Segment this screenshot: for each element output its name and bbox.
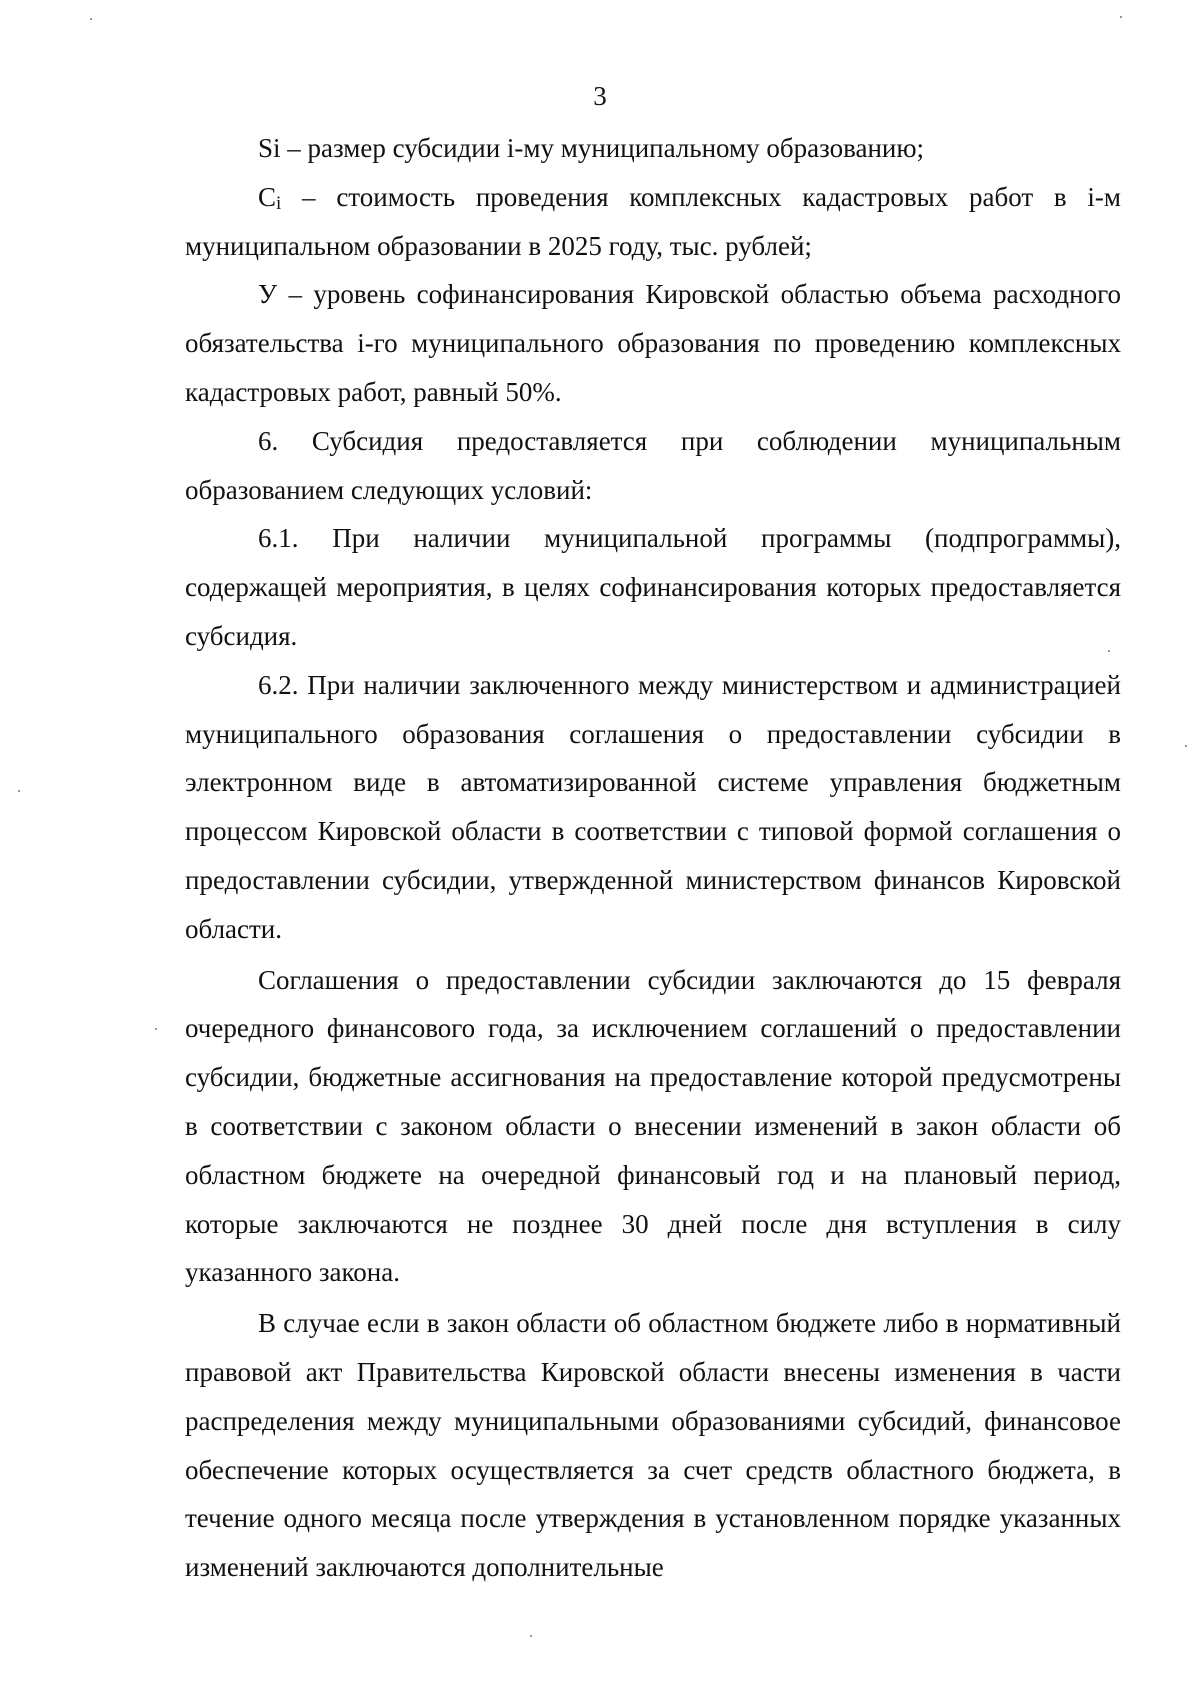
scan-speck [530,1635,532,1637]
scan-speck [18,790,20,792]
ci-subscript: i [276,192,282,214]
paragraph-6-2: 6.2. При наличии заключенного между министерством и администрацией муниципального образования соглашения о предоставлении субсидии в электронном виде в автоматизированной системе управления бюджетным процессом Кировской области в соответствии с типовой формой соглашения о предоставлении субсидии, утвержденной министерством финансов Кировской области. [185,669,1121,944]
scan-speck [1108,650,1110,652]
scan-speck [1185,745,1187,747]
paragraph-6: 6. Субсидия предоставляется при соблюдении муниципальным образованием следующих условий: [185,425,1121,505]
scan-speck [155,1028,157,1030]
definition-ci [185,173,1121,271]
definition-si: Si – размер субсидии i-му муниципальному образованию; [258,133,925,163]
ci-symbol: C [258,181,277,212]
paragraph-budget-changes: В случае если в закон области об областном бюджете либо в нормативный правовой акт Правительства Кировской области внесены изменения в части распределения между муниципальными образованиями субсидий, финансовое обеспечение которых осуществляется за счет средств областного бюджета, в течение одного месяца после утверждения в установленном порядке указанных изменений заключаются дополнительные [185,1308,1121,1583]
definition-u: У – уровень софинансирования Кировской областью объема расходного обязательства i-го муниципального образования по проведению комплексных кадастровых работ, равный 50%. [185,279,1121,407]
scan-speck [90,18,92,20]
paragraph-6-1: 6.1. При наличии муниципальной программы (подпрограммы), содержащей мероприятия, в целях софинансирования которых предоставляется субсидия. [185,523,1121,651]
paragraph-agreements: Соглашения о предоставлении субсидии заключаются до 15 февраля очередного финансового года, за исключением соглашений о предоставлении субсидии, бюджетные ассигнования на предоставление которой предусмотрены в соответствии с законом области о внесении изменений в закон области об областном бюджете на очередной финансовый год и на плановый период, которые заключаются не позднее 30 дней после дня вступления в силу указанного закона. [185,964,1121,1288]
ci-description: – стоимость проведения комплексных кадастровых работ в i-м муниципальном образовании в 2025 году, тыс. рублей; [185,181,1121,261]
document-body [185,124,1121,1592]
scan-speck [1120,16,1122,18]
page-number: 3 [593,81,607,111]
